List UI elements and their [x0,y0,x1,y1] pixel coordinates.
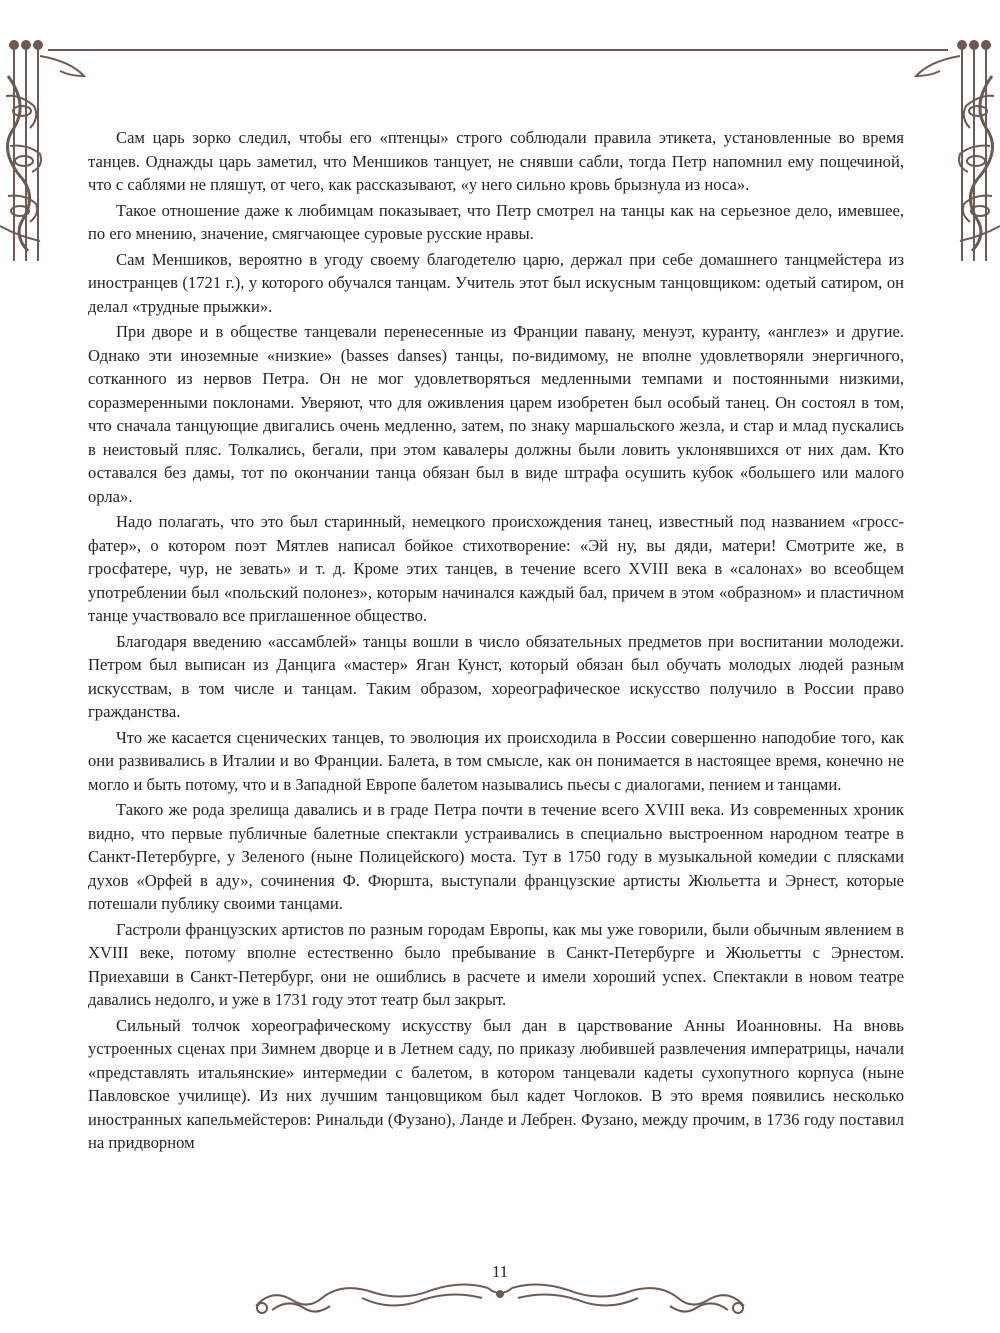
corner-ornament-left-icon [0,36,92,266]
paragraph: Что же касается сценических танцев, то эволюция их происходила в России совершенно наподобие того, как они развивались в Италии и во Франции. Балета, в том смысле, как он понимается в настоящее время, конечно не могло и быть потому, что и в Западной Европе балетом назывались пьесы с диалогами, пением и танцами. [88,727,904,794]
paragraph: Гастроли французских артистов по разным городам Европы, как мы уже говорили, были обычным явлением в XVIII веке, потому вполне естественно было пребывание в Санкт-Петербурге и Жюльетты с Эрнестом. Приехавши в Санкт-Петербург, они не ошиблись в расчете и имели хороший успех. Спектакли в новом театре давались недолго, и уже в 1731 году этот театр был закрыт. [88,919,904,1009]
header-rule [48,49,948,51]
paragraph: Сильный толчок хореографическому искусству был дан в царствование Анны Иоанновны. На вновь устроенных сценах при Зимнем дворце и в Летнем саду, по приказу любившей развлечения императрицы, начали «представлять итальянские» интермедии с балетом, в котором танцевали кадеты сухопутного корпуса (ныне Павловское училище). Из них лучшим танцовщиком был кадет Чоглоков. В это время появились несколько иностранных капельмейстеров: Ринальди (Фузано), Ланде и Лебрен. Фузано, между прочим, в 1736 году поставил на придворном [88,1015,904,1152]
paragraph: Такого же рода зрелища давались и в граде Петра почти в течение всего XVIII века. Из современных хроник видно, что первые публичные балетные спектакли устраивались в специально выстроенном народном театре в Санкт-Петербурге, у Зеленого (ныне Полицейского) моста. Тут в 1750 году в музыкальной комедии с плясками духов «Орфей в аду», сочинения Ф. Фюршта, выступали французские артисты Жюльетта и Эрнест, которые потешали публику своими танцами. [88,800,904,913]
page-number: 11 [491,1262,509,1281]
paragraph: При дворе и в обществе танцевали перенесенные из Франции павану, менуэт, куранту, «англез» и другие. Однако эти иноземные «низкие» (basses danses) танцы, по-видимому, не вполне удовлетворяли энергичного, сотканного из нервов Петра. Он не мог удовлетворяться медленными темпами и постоянными низкими, соразмеренными поклонами. Уверяют, что для оживления царем изобретен был особый танец. Он состоял в том, что сначала танцующие двигались очень медленно, затем, по знаку маршальского жезла, и стар и млад пускались в неистовый пляс. Толкались, бегали, при этом кавалеры должны были ловить уклонявшихся от них дам. Кто оставался без дамы, тот по окончании танца обязан был в виде штрафа осушить кубок «большего или малого орла». [88,322,904,506]
bottom-ornament-icon [252,1268,748,1318]
corner-ornament-right-icon [908,36,1000,266]
paragraph: Такое отношение даже к любимцам показывает, что Петр смотрел на танцы как на серьезное дело, имевшее, по его мнению, значение, смягчающее суровые русские нравы. [88,200,904,243]
paragraph: Надо полагать, что это был старинный, немецкого происхождения танец, известный под названием «гросс-фатер», о котором поэт Мятлев написал бойкое стихотворение: «Эй ну, вы дяди, матери! Смотрите же, в гросфатере, чур, не зевать» и т. д. Кроме этих танцев, в течение всего XVIII века в «салонах» во всеобщем употреблении был «польский полонез», которым начинался каждый бал, причем в этом «образном» и пластичном танце участвовало все приглашенное общество. [88,512,904,625]
paragraph: Благодаря введению «ассамблей» танцы вошли в число обязательных предметов при воспитании молодежи. Петром был выписан из Данцига «мастер» Яган Кунст, который обязан был обучать молодых людей разным искусствам, в том числе и танцам. Таким образом, хореографическое искусство получило в России право гражданства. [88,631,904,721]
body-text [88,126,904,1157]
paragraph: Сам Меншиков, вероятно в угоду своему благодетелю царю, держал при себе домашнего танцмейстера из иностранцев (1721 г.), у которого обучался танцам. Учитель этот был искусным танцовщиком: одетый сатиром, он делал «трудные прыжки». [88,249,904,316]
paragraph: Сам царь зорко следил, чтобы его «птенцы» строго соблюдали правила этикета, установленные во время танцев. Однажды царь заметил, что Меншиков танцует, не снявши сабли, тогда Петр напомнил ему пощечиной, что с саблями не пляшут, от чего, как рассказывают, «у него сильно кровь брызнула из носа». [88,128,904,194]
